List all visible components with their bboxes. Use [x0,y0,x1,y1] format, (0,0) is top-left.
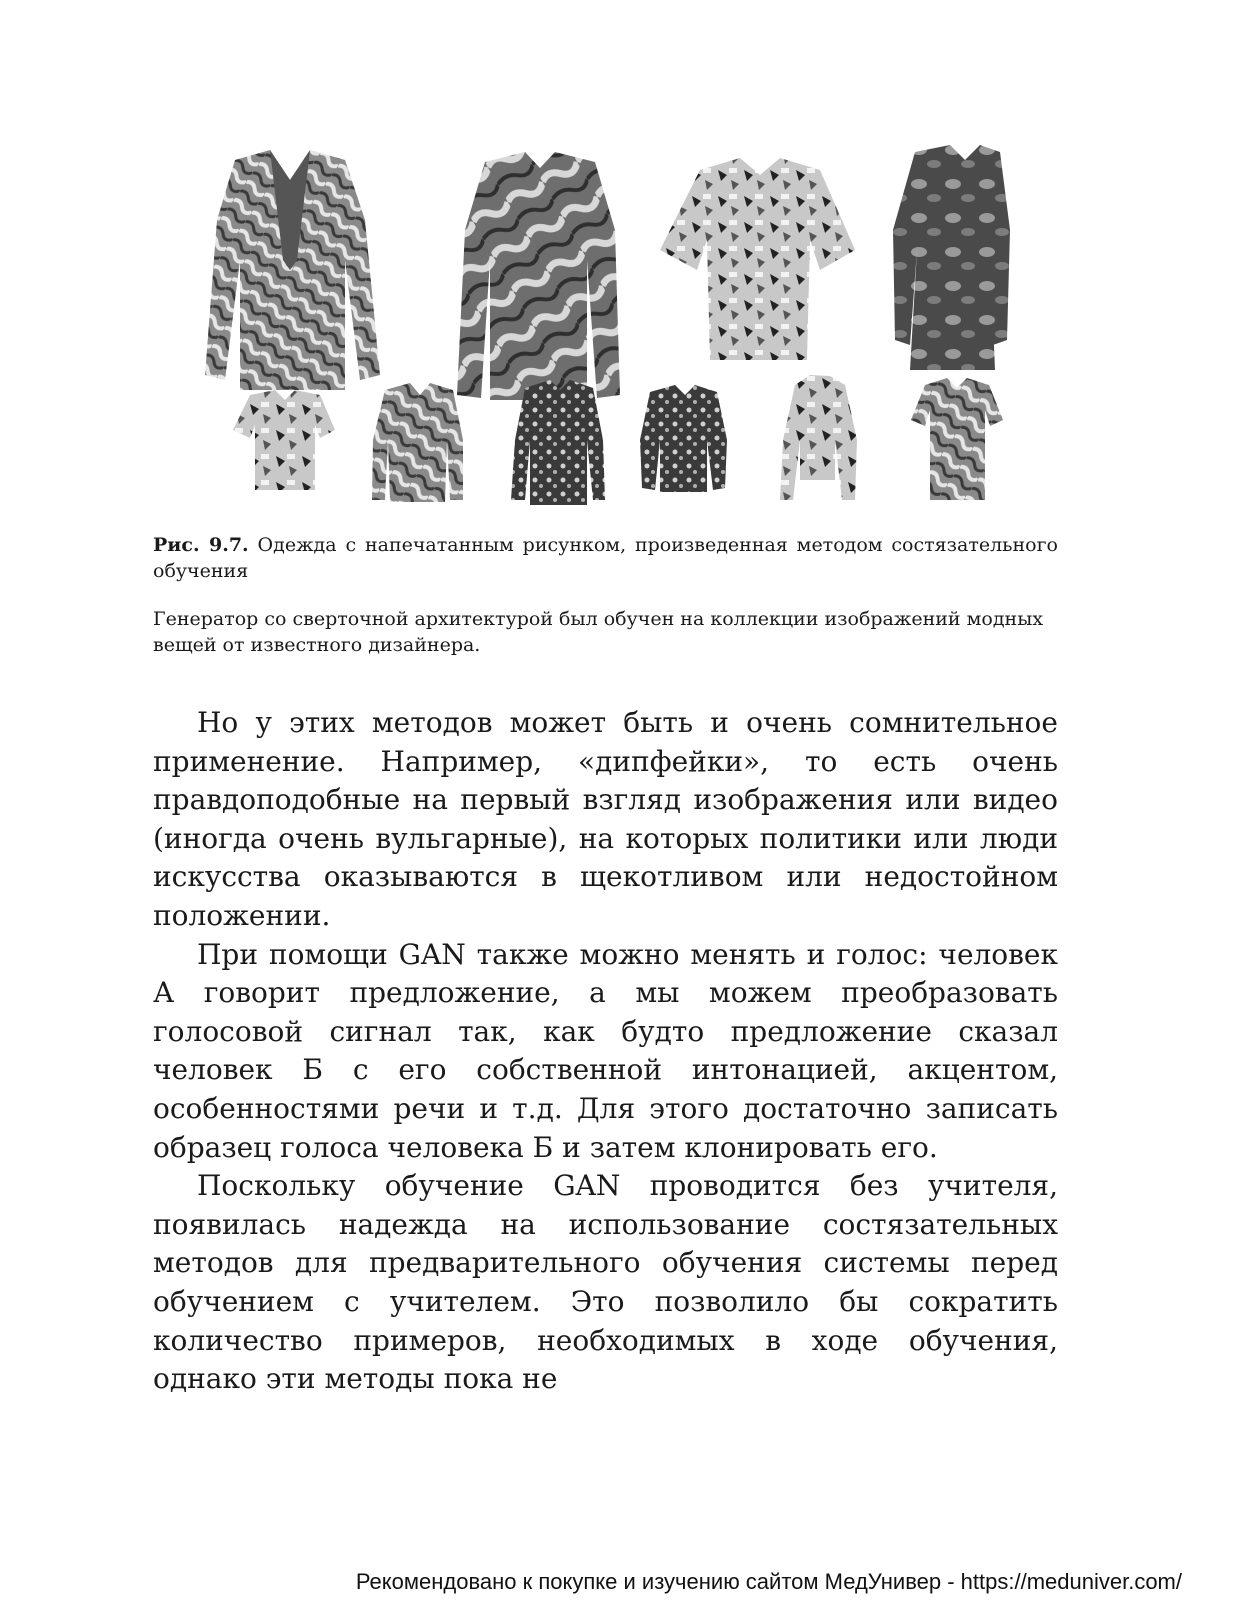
garment-short-sleeve-shirt [660,158,855,360]
garments-illustration [195,140,1015,510]
figure-note: Генератор со сверточной архитектурой был обучен на коллекции изображений модных вещей от известного дизайнера. [153,608,1044,656]
garment-long-sleeve-shirt [457,152,620,400]
figure-caption-text: Одежда с напечатанным рисунком, произведенная методом состязательного обучения [153,534,1058,582]
paragraph-3: Поскольку обучение GAN проводится без учителя, появилась надежда на использование состязательных методов для предварительного обучения системы перед обучением с учителем. Это позволило бы сократить количество примеров, необходимых в ходе обучения, однако эти методы пока не [153,1169,1058,1396]
paragraph-2: При помощи GAN также можно менять и голос: человек А говорит предложение, а мы можем преобразовать голосовой сигнал так, как будто предложение сказал человек Б с его собственной интонацией, акцентом, особенностями речи и т.д. Для этого достаточно записать образец голоса человека Б и затем клонировать его. [153,937,1058,1164]
footer-watermark: Рекомендовано к покупке и изучению сайтом МедУнивер - https://meduniver.com/ [355,1569,1182,1594]
paragraph-1: Но у этих методов может быть и очень сомнительное применение. Например, «дипфейки», то есть очень правдоподобные на первый взгляд изображения или видео (иногда очень вульгарные), на которых политики или люди искусства оказываются в щекотливом или недостойном положении. [153,706,1058,932]
garment-open-jacket [205,150,380,390]
garment-blouse [511,380,605,505]
garment-leopard-jacket [640,385,727,492]
clothing-figure [195,140,1015,510]
figure-caption-label: Рис. 9.7. [153,534,249,556]
garment-t-shirt-1 [233,390,335,490]
garment-hooded-top [780,375,857,500]
body-text [153,704,1058,1399]
garment-long-sleeve-dress [893,145,1010,370]
garment-cardigan [372,383,463,502]
garment-t-shirt-2 [911,378,1003,500]
figure-caption [153,532,1058,584]
